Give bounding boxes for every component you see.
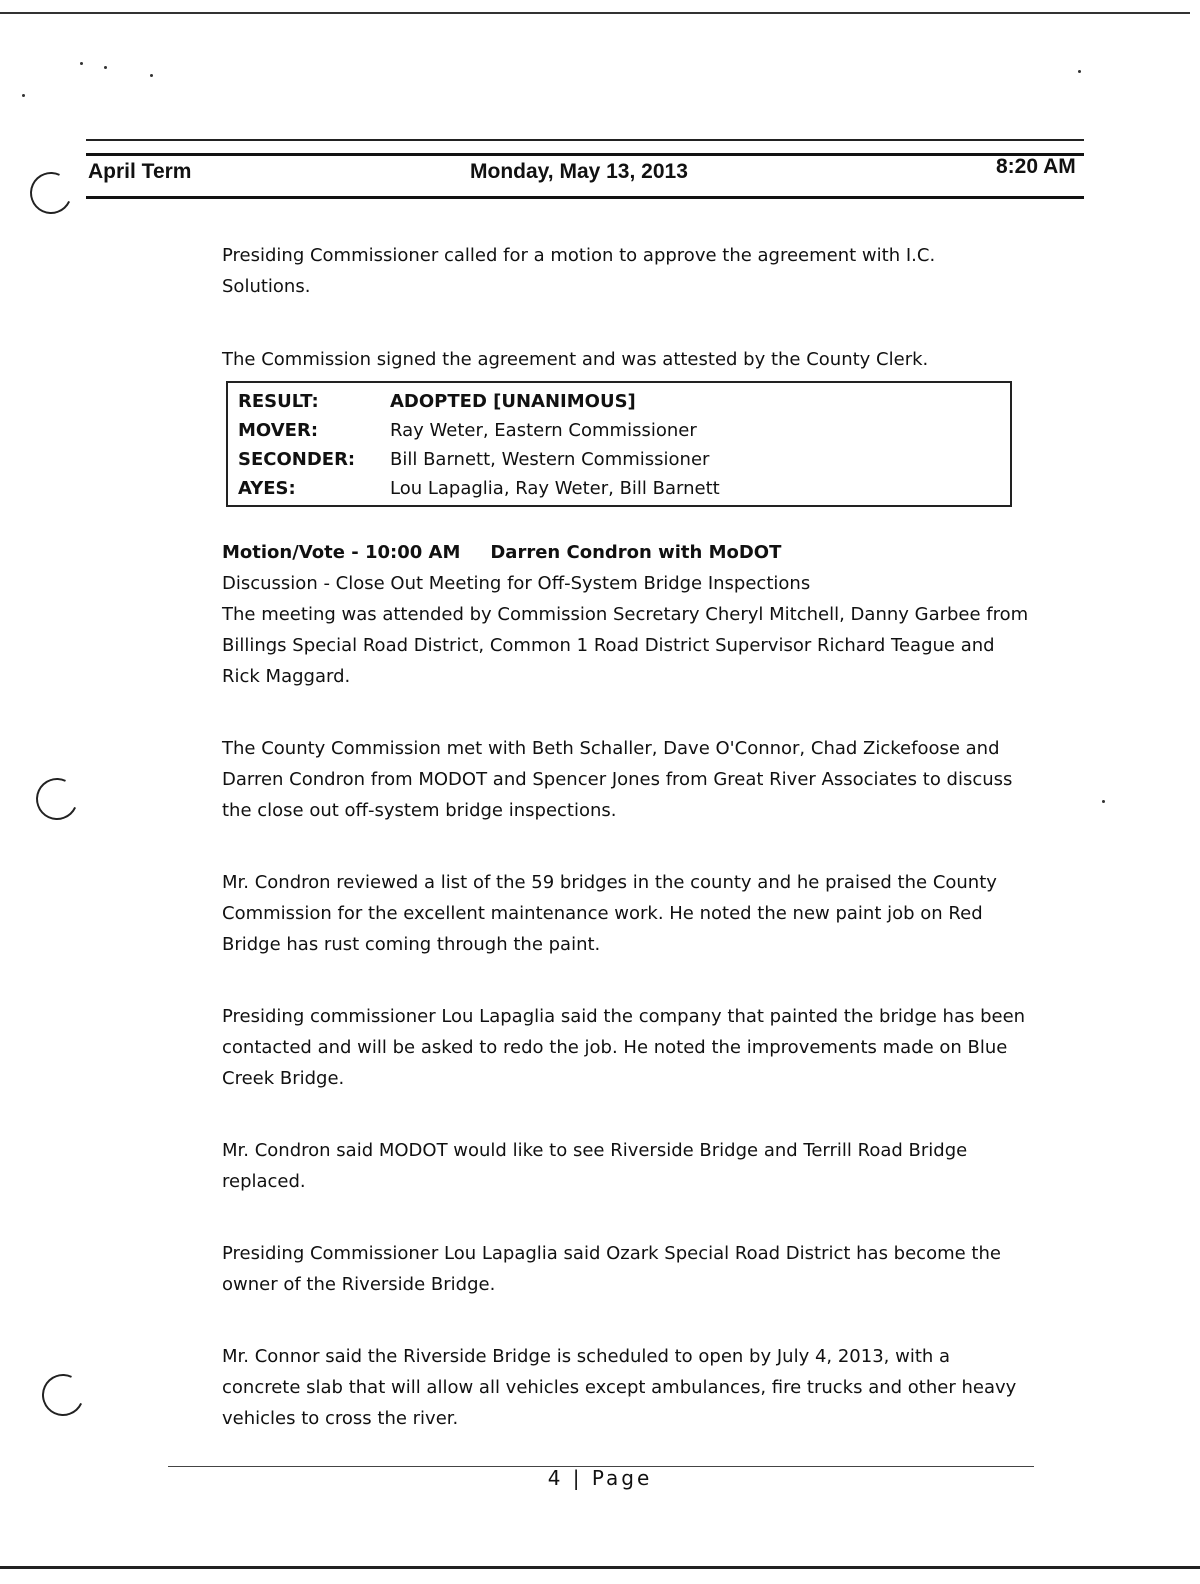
result-label: RESULT: bbox=[238, 391, 319, 412]
binder-hole-icon bbox=[36, 1368, 90, 1422]
paragraph: The County Commission met with Beth Schaller, Dave O'Connor, Chad Zickefoose and Darren Condron from MODOT and Spencer Jones from Great River Associates to discuss the close out off-system bridge inspections. bbox=[222, 738, 1013, 821]
binder-hole-icon bbox=[24, 166, 78, 220]
scan-edge-bottom bbox=[0, 1566, 1200, 1569]
header-rule bbox=[86, 196, 1084, 199]
mover-label: MOVER: bbox=[238, 420, 319, 441]
paragraph: Presiding Commissioner Lou Lapaglia said Ozark Special Road District has become the owner of the Riverside Bridge. bbox=[222, 1243, 1001, 1295]
header-time: 8:20 AM bbox=[996, 155, 1076, 178]
motion-title: Darren Condron with MoDOT bbox=[490, 542, 782, 563]
motion-heading bbox=[222, 537, 1032, 568]
mover-value: Ray Weter, Eastern Commissioner bbox=[390, 420, 697, 441]
motion-prefix: Motion/Vote - bbox=[222, 542, 359, 563]
header-rule bbox=[86, 139, 1084, 141]
paragraph: Mr. Condron said MODOT would like to see Riverside Bridge and Terrill Road Bridge replaced. bbox=[222, 1140, 968, 1192]
page-number: 4 | Page bbox=[547, 1466, 653, 1490]
header-term: April Term bbox=[88, 160, 192, 183]
scan-speck bbox=[80, 62, 83, 65]
paragraph: Mr. Condron reviewed a list of the 59 bridges in the county and he praised the County Commission for the excellent maintenance work. He noted the new paint job on Red Bridge has rust coming through the paint. bbox=[222, 872, 997, 955]
ayes-row bbox=[238, 474, 1010, 503]
motion-time: 10:00 AM bbox=[364, 542, 461, 563]
paragraph: Presiding commissioner Lou Lapaglia said the company that painted the bridge has been contacted and will be asked to redo the job. He noted the improvements made on Blue Creek Bridge. bbox=[222, 1006, 1026, 1089]
paragraph: The meeting was attended by Commission Secretary Cheryl Mitchell, Danny Garbee from Billings Special Road District, Common 1 Road District Supervisor Richard Teague and Rick Maggard. bbox=[222, 604, 1029, 687]
binder-hole-icon bbox=[30, 772, 84, 826]
paragraph: Presiding Commissioner called for a motion to approve the agreement with I.C. Solutions. bbox=[222, 245, 936, 297]
seconder-label: SECONDER: bbox=[238, 449, 356, 470]
scan-speck bbox=[1078, 70, 1081, 73]
paragraph: Mr. Connor said the Riverside Bridge is scheduled to open by July 4, 2013, with a concrete slab that will allow all vehicles except ambulances, fire trucks and other heavy vehicles to cross the river. bbox=[222, 1346, 1017, 1429]
header-rule bbox=[86, 153, 1084, 156]
result-row bbox=[238, 387, 1010, 416]
seconder-value: Bill Barnett, Western Commissioner bbox=[390, 449, 710, 470]
result-value: ADOPTED [UNANIMOUS] bbox=[390, 391, 636, 412]
scan-edge-top bbox=[0, 12, 1190, 14]
scan-speck bbox=[150, 74, 153, 77]
scan-speck bbox=[1102, 800, 1105, 803]
mover-row bbox=[238, 416, 1010, 445]
ayes-label: AYES: bbox=[238, 478, 296, 499]
vote-result-box bbox=[226, 381, 1012, 507]
scan-speck bbox=[104, 66, 107, 69]
header-date: Monday, May 13, 2013 bbox=[470, 160, 688, 183]
discussion-line: Discussion - Close Out Meeting for Off-System Bridge Inspections bbox=[222, 573, 811, 594]
seconder-row bbox=[238, 445, 1010, 474]
scan-speck bbox=[22, 94, 25, 97]
minutes-body bbox=[222, 240, 1032, 1434]
ayes-value: Lou Lapaglia, Ray Weter, Bill Barnett bbox=[390, 478, 720, 499]
paragraph: The Commission signed the agreement and was attested by the County Clerk. bbox=[222, 349, 929, 370]
